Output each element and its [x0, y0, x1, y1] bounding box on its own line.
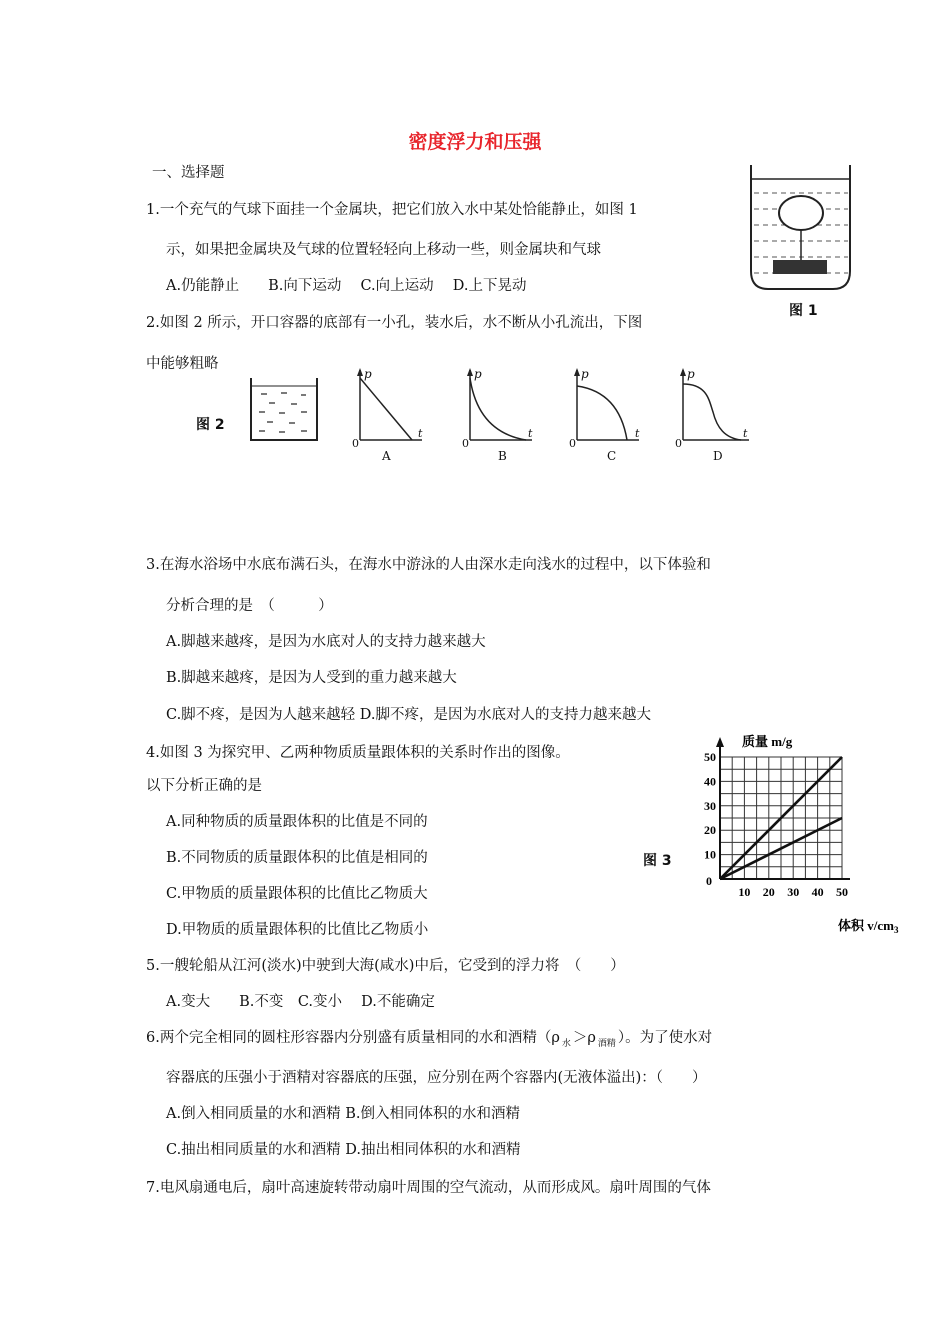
- graph-a-label: A: [382, 449, 391, 463]
- graph-d: [673, 366, 757, 462]
- graph-d-origin: 0: [675, 437, 682, 450]
- q3-line1: 3.在海水浴场中水底布满石头，在海水中游泳的人由深水走向浅水的过程中，以下体验和: [146, 557, 711, 573]
- figure1-balloon-container: [748, 163, 853, 293]
- figure1-label: 图 1: [789, 303, 818, 319]
- q3-option-b: B.脚越来越疼，是因为人受到的重力越来越大: [166, 670, 457, 686]
- q6-line1-start: 6.两个完全相同的圆柱形容器内分别盛有质量相同的水和酒精（ρ: [146, 1030, 560, 1046]
- chart-x-axis-label: 体积 $v/cm_3$: [838, 918, 899, 935]
- x-tick-label: 10: [738, 885, 751, 899]
- q6-option-ab: A.倒入相同质量的水和酒精 B.倒入相同体积的水和酒精: [166, 1106, 520, 1122]
- x-tick-label: 40: [811, 885, 824, 899]
- graph-b-origin: 0: [462, 437, 469, 450]
- q3-line2: 分析合理的是 （ ）: [166, 598, 333, 614]
- q4-option-b: B.不同物质的质量跟体积的比值是相同的: [166, 850, 428, 866]
- q3-option-cd: C.脚不疼，是因为人越来越轻 D.脚不疼，是因为水底对人的支持力越来越大: [166, 707, 652, 723]
- q4-option-a: A.同种物质的质量跟体积的比值是不同的: [166, 814, 428, 830]
- graph-b: [460, 366, 540, 462]
- q1-line1: 1.一个充气的气球下面挂一个金属块，把它们放入水中某处恰能静止，如图 1: [146, 202, 638, 218]
- q6-sub-water: 水: [561, 1039, 571, 1049]
- y-tick-label: 30: [704, 798, 716, 813]
- q1-line2: 示，如果把金属块及气球的位置轻轻向上移动一些，则金属块和气球: [166, 242, 601, 258]
- q5-options: A.变大 B.不变 C.变小 D.不能确定: [166, 994, 435, 1010]
- q6-option-cd: C.抽出相同质量的水和酒精 D.抽出相同体积的水和酒精: [166, 1142, 521, 1158]
- q7-line1: 7.电风扇通电后，扇叶高速旋转带动扇叶周围的空气流动，从而形成风。扇叶周围的气体: [146, 1180, 711, 1196]
- y-tick-label: 40: [704, 774, 716, 789]
- q4-line1: 4.如图 3 为探究甲、乙两种物质质量跟体积的关系时作出的图像。: [146, 745, 570, 761]
- q3-option-a: A.脚越来越疼，是因为水底对人的支持力越来越大: [166, 634, 486, 650]
- x-tick-label: 50: [836, 885, 848, 899]
- figure3-label: 图 3: [643, 853, 672, 869]
- q6-line1-end: ）。为了使水对: [617, 1030, 713, 1046]
- q6-line2: 容器底的压强小于酒精对容器底的压强，应分别在两个容器内(无液体溢出)：（ ）: [166, 1070, 707, 1086]
- graph-c-p-label: p: [581, 367, 589, 381]
- graph-a: [350, 366, 430, 462]
- graph-a-origin: 0: [352, 437, 359, 450]
- graph-c-origin: 0: [569, 437, 576, 450]
- graph-a-p-label: p: [364, 367, 372, 381]
- y-axis-arrow: [716, 737, 724, 747]
- figure3-mass-volume-chart: [690, 722, 920, 937]
- chart-y-axis-label: 质量 m/g: [742, 734, 793, 749]
- graph-d-label: D: [713, 449, 723, 463]
- q1-options: A.仍能静止 B.向下运动 C.向上运动 D.上下晃动: [166, 278, 527, 294]
- graph-c-t-label: t: [635, 427, 640, 440]
- q4-option-d: D.甲物质的质量跟体积的比值比乙物质小: [166, 922, 429, 938]
- graph-d-p-label: p: [687, 367, 695, 381]
- x-axis-unit-superscript: 3: [893, 925, 899, 935]
- graph-c-label: C: [607, 449, 617, 463]
- graph-d-t-label: t: [743, 427, 748, 440]
- balloon-shape: [779, 196, 823, 230]
- chart-origin-label: 0: [706, 874, 712, 888]
- x-tick-label: 20: [762, 885, 775, 899]
- section-heading: 一、选择题: [152, 165, 225, 181]
- q4-line2: 以下分析正确的是: [146, 778, 262, 794]
- y-tick-label: 10: [704, 847, 716, 862]
- q2-line1: 2.如图 2 所示，开口容器的底部有一小孔，装水后，水不断从小孔流出，下图: [146, 315, 643, 331]
- q4-option-c: C.甲物质的质量跟体积的比值比乙物质大: [166, 886, 428, 902]
- y-tick-label: 20: [704, 823, 716, 838]
- q5-line1: 5.一艘轮船从江河(淡水)中驶到大海(咸水)中后，它受到的浮力将 （ ）: [146, 958, 625, 974]
- graph-a-t-label: t: [418, 427, 423, 440]
- graph-b-t-label: t: [528, 427, 533, 440]
- q6-sub-alcohol: 酒精: [597, 1039, 616, 1049]
- page-title: 密度浮力和压强: [408, 131, 542, 153]
- q2-line2: 中能够粗略: [146, 356, 219, 372]
- q6-line1: [146, 1028, 712, 1050]
- figure2-container: [243, 376, 323, 446]
- figure2-label: 图 2: [196, 417, 225, 433]
- q6-greater-than: ＞ρ: [572, 1030, 596, 1046]
- y-tick-label: 50: [704, 750, 716, 764]
- metal-block-shape: [773, 260, 827, 274]
- x-tick-label: 30: [787, 885, 800, 899]
- graph-b-label: B: [498, 449, 507, 463]
- graph-c: [567, 366, 647, 462]
- graph-b-p-label: p: [474, 367, 482, 381]
